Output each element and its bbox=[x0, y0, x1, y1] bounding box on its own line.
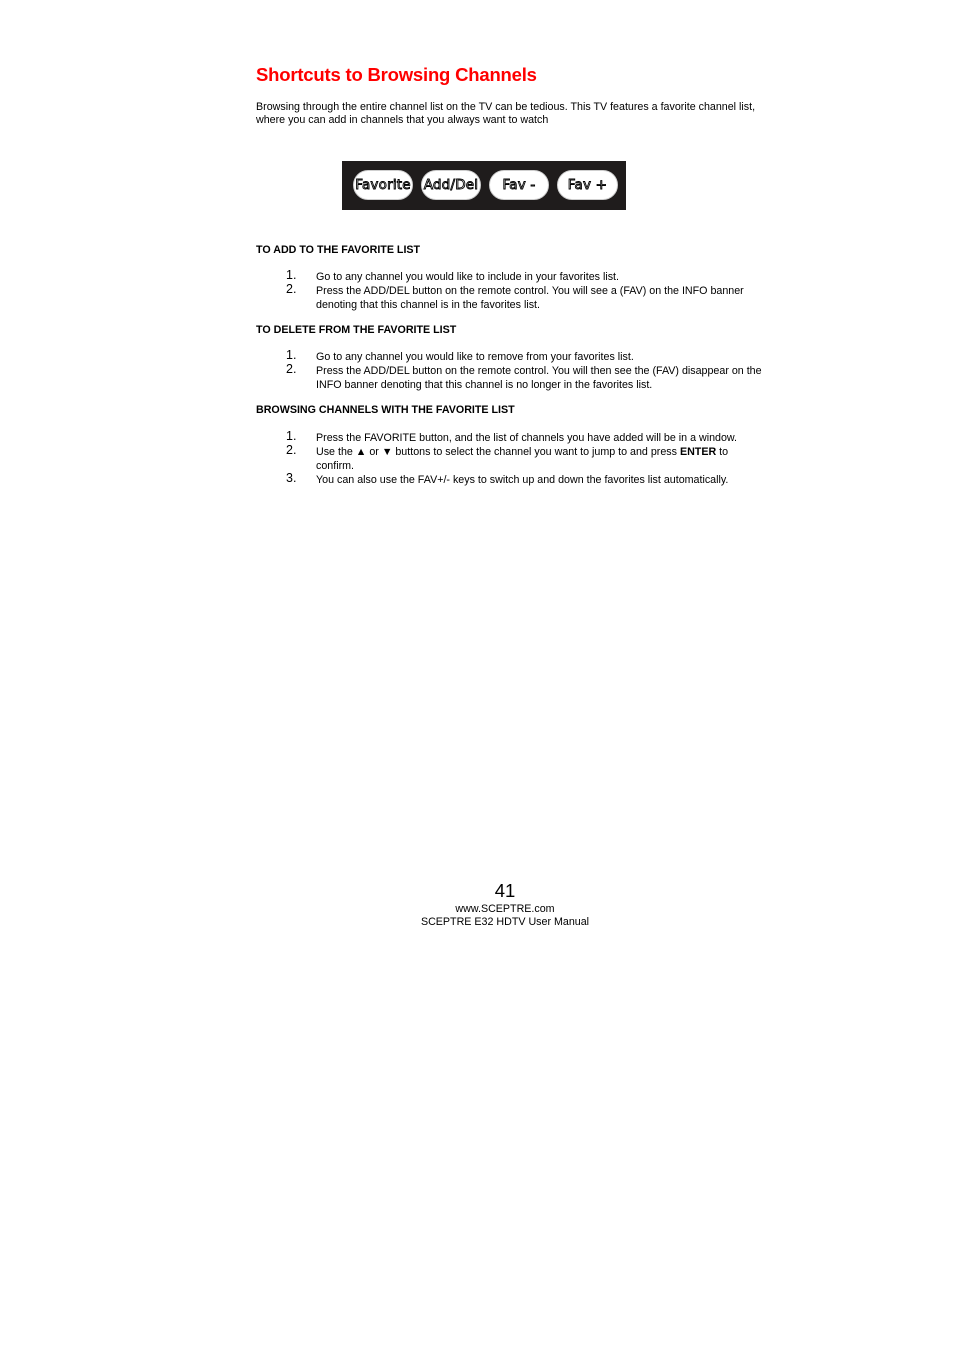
section-heading-add: TO ADD TO THE FAVORITE LIST bbox=[256, 244, 421, 256]
step-number: 3. bbox=[286, 470, 297, 485]
page-title: Shortcuts to Browsing Channels bbox=[256, 64, 537, 85]
step-text: You can also use the FAV+/- keys to switch up and down the favorites list automatically. bbox=[316, 473, 729, 486]
section-heading-browsing: BROWSING CHANNELS WITH THE FAVORITE LIST bbox=[256, 404, 515, 416]
enter-key-label: ENTER bbox=[679, 446, 717, 459]
step-text: Press the ADD/DEL button on the remote control. You will then see the (FAV) disappear on the INFO banner denoting that this channel is no longer in the favorites list. bbox=[316, 365, 762, 391]
section-heading-delete: TO DELETE FROM THE FAVORITE LIST bbox=[256, 324, 457, 336]
add-steps-list bbox=[286, 268, 766, 312]
step-text-after: to confirm. bbox=[316, 446, 729, 472]
page-number: 41 bbox=[494, 880, 516, 901]
step-text: Go to any channel you would like to remove from your favorites list. bbox=[316, 351, 634, 363]
list-item bbox=[286, 268, 766, 284]
delete-steps-list bbox=[286, 348, 766, 392]
list-item bbox=[286, 429, 766, 445]
step-number: 2. bbox=[286, 282, 297, 297]
footer-manual-title: SCEPTRE E32 HDTV User Manual bbox=[420, 916, 590, 928]
step-text-before: Use the ▲ or ▼ buttons to select the channel you want to jump to and press bbox=[316, 446, 680, 459]
list-item bbox=[286, 443, 766, 473]
favorite-button-image: Favorite bbox=[353, 170, 413, 200]
step-text: Press the FAVORITE button, and the list of channels you have added will be in a window. bbox=[316, 432, 738, 444]
browsing-steps-list bbox=[286, 429, 766, 487]
step-text: Press the ADD/DEL button on the remote control. You will see a (FAV) on the INFO banner denoting that this channel is in the favorites list. bbox=[316, 285, 744, 311]
list-item bbox=[286, 362, 766, 392]
step-text bbox=[316, 446, 728, 471]
footer-website: www.SCEPTRE.com bbox=[455, 903, 555, 915]
remote-button-strip bbox=[342, 161, 626, 210]
list-item bbox=[286, 282, 766, 312]
add-del-button-image: Add/Del bbox=[421, 170, 481, 200]
intro-paragraph: Browsing through the entire channel list on the TV can be tedious. This TV features a favorite channel list, where you can add in channels that you always want to watch bbox=[256, 101, 756, 127]
step-number: 1. bbox=[286, 429, 297, 443]
step-number: 2. bbox=[286, 443, 297, 458]
list-item bbox=[286, 348, 766, 364]
step-number: 2. bbox=[286, 362, 297, 377]
fav-minus-button-image: Fav - bbox=[489, 170, 549, 200]
step-number: 1. bbox=[286, 348, 297, 362]
fav-plus-button-image: Fav + bbox=[557, 170, 618, 200]
step-text: Go to any channel you would like to include in your favorites list. bbox=[316, 271, 619, 283]
step-number: 1. bbox=[286, 268, 297, 282]
list-item bbox=[286, 470, 766, 487]
